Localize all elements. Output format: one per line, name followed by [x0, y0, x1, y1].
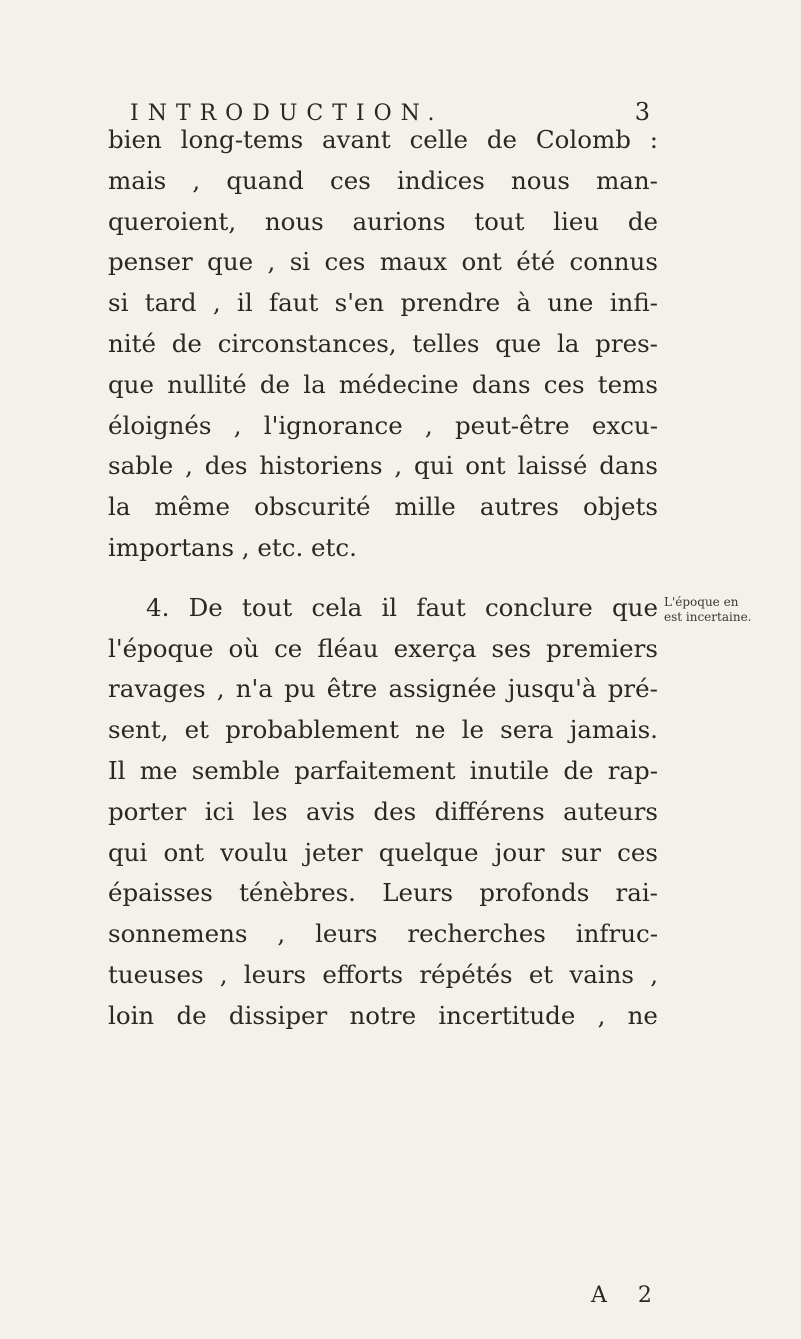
- running-title: INTRODUCTION.: [130, 101, 444, 126]
- signature-mark: A 2: [591, 1283, 664, 1308]
- text-line: sonnemens , leurs recherches infruc-: [108, 919, 658, 949]
- text-line: 4. De tout cela il faut conclure que: [146, 592, 658, 622]
- margin-note-line: est incertaine.: [664, 610, 752, 624]
- text-line: nité de circonstances, telles que la pres-: [108, 328, 658, 358]
- text-line: sable , des historiens , qui ont laissé dans: [108, 451, 658, 481]
- text-line: que nullité de la médecine dans ces tems: [108, 369, 658, 399]
- body-text: [108, 120, 658, 1037]
- text-line: mais , quand ces indices nous man-: [108, 165, 658, 195]
- margin-note: [664, 595, 801, 625]
- paragraph-2: [108, 588, 658, 1037]
- text-line: loin de dissiper notre incertitude , ne: [108, 1000, 658, 1030]
- text-line: qui ont voulu jeter quelque jour sur ces: [108, 837, 658, 867]
- text-line: épaisses ténèbres. Leurs profonds rai-: [108, 878, 658, 908]
- text-line: ravages , n'a pu être assignée jusqu'à pré-: [108, 674, 658, 704]
- margin-note-line: L'époque en: [664, 595, 739, 609]
- text-line: bien long-tems avant celle de Colomb :: [108, 125, 658, 154]
- text-line: porter ici les avis des différens auteurs: [108, 796, 658, 826]
- text-line: importans , etc. etc.: [108, 532, 357, 562]
- page-number: 3: [634, 98, 650, 126]
- text-line: penser que , si ces maux ont été connus: [108, 247, 658, 277]
- paragraph-1: [108, 120, 658, 569]
- text-line: l'époque où ce fléau exerça ses premiers: [108, 633, 658, 663]
- text-line: sent, et probablement ne le sera jamais.: [108, 715, 658, 745]
- text-line: si tard , il faut s'en prendre à une infi-: [108, 288, 658, 318]
- text-line: tueuses , leurs efforts répétés et vains ,: [108, 959, 658, 989]
- text-line: la même obscurité mille autres objets: [108, 492, 658, 522]
- text-line: éloignés , l'ignorance , peut-être excu-: [108, 410, 658, 440]
- text-line: Il me semble parfaitement inutile de rap-: [108, 755, 658, 785]
- text-line: queroient, nous aurions tout lieu de: [108, 206, 658, 236]
